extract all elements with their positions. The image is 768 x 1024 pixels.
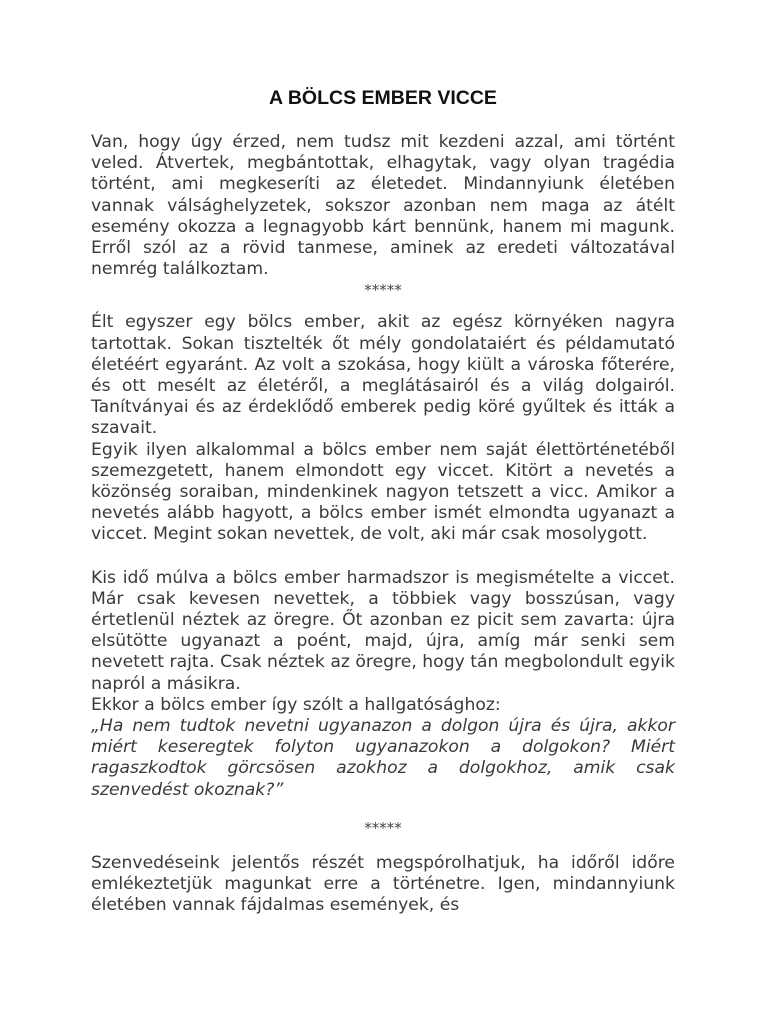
closing-paragraph: Szenvedéseink jelentős részét megspórolhatjuk, ha időről időre emlékeztetjük magunkat erre a történetre. Igen, mindannyiunk életében vannak fájdalmas események, és	[91, 852, 675, 916]
paragraph-gap	[91, 546, 675, 568]
intro-paragraph: Van, hogy úgy érzed, nem tudsz mit kezdeni azzal, ami történt veled. Átvertek, megbántottak, elhagytak, vagy olyan tragédia történt, ami megkeseríti az életedet. Mindannyiunk életében vannak válsághelyzetek, sokszor azonban nem maga az átélt esemény okozza a legnagyobb kárt bennünk, hanem mi magunk. Erről szól az a rövid tanmese, aminek az eredeti változatával nemrég találkoztam.	[91, 132, 675, 280]
story-paragraph-2: Egyik ilyen alkalommal a bölcs ember nem saját élettörténetéből szemezgetett, hanem elmondott egy viccet. Kitört a nevetés a közönség soraiban, mindenkinek nagyon tetszett a vicc. Amikor a nevetés alább hagyott, a bölcs ember ismét elmondta ugyanazt a viccet. Megint sokan nevettek, de volt, aki már csak mosolygott.	[91, 439, 675, 545]
document-page	[91, 80, 675, 917]
story-paragraph-1: Élt egyszer egy bölcs ember, akit az egész környéken nagyra tartottak. Sokan tisztelték őt mély gondolataiért és példamutató életéért egyaránt. Az volt a szokása, hogy kiült a városka főterére, és ott mesélt az életéről, a meglátásairól és a világ dolgairól. Tanítványai és az érdeklődő emberek pedig köré gyűltek és itták a szavait.	[91, 312, 675, 439]
story-paragraph-4: Ekkor a bölcs ember így szólt a hallgatósághoz:	[91, 694, 501, 715]
wise-man-quote: „Ha nem tudtok nevetni ugyanazon a dolgon újra és újra, akkor miért keseregtek folyton ugyanazokon a dolgokon? Miért ragaszkodtok görcsösen azokhoz a dolgokhoz, amik csak szenvedést okoznak?”	[91, 716, 675, 800]
document-title: A BÖLCS EMBER VICCE	[269, 87, 497, 109]
section-separator: *****	[364, 818, 402, 837]
story-paragraph-3: Kis idő múlva a bölcs ember harmadszor is megismételte a viccet. Már csak kevesen nevettek, a többiek vagy bosszúsan, vagy értetlenül néztek az öregre. Őt azonban ez picit sem zavarta: újra elsütötte ugyanazt a poént, majd, újra, amíg már senki sem nevetett rajta. Csak néztek az öregre, hogy tán megbolondult egyik napról a másikra.	[91, 567, 675, 694]
section-separator: *****	[364, 281, 402, 300]
